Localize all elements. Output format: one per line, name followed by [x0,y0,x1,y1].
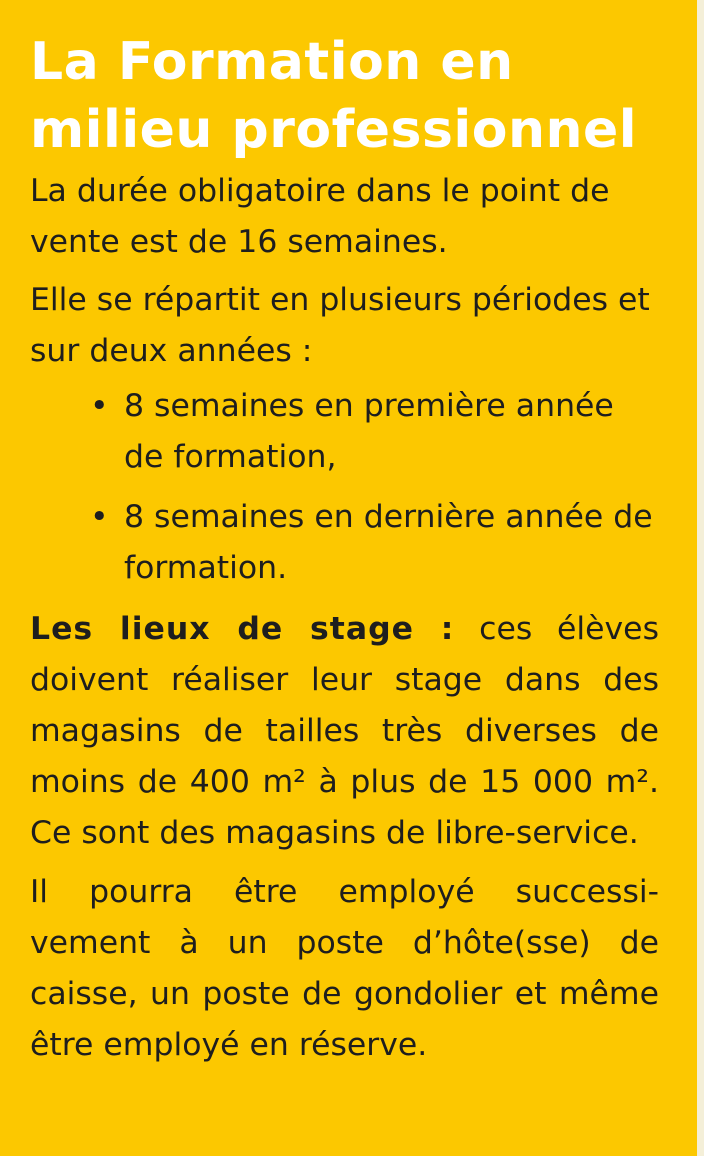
bullet-icon: • [90,388,109,424]
list-item-text: 8 semaines en dernière année de formation. [124,499,653,586]
list-item-text: 8 semaines en première année de formation, [124,388,614,475]
title-line-1: La Formation en [30,32,514,92]
internship-places-paragraph [30,604,659,859]
bullet-icon: • [90,499,109,535]
internship-places-label: Les lieux de stage : [30,611,455,647]
periods-paragraph: Elle se répartit en plusieurs périodes et sur deux années : [30,282,650,369]
list-item [90,492,659,594]
job-positions-paragraph: Il pourra être employé successi- vement à un poste d’hôte(sse) de caisse, un poste de gondolier et même être employé en réserve. [30,874,659,1063]
list-item [90,381,659,483]
panel-title [30,28,659,164]
duration-paragraph: La durée obligatoire dans le point de vente est de 16 semaines. [30,173,610,260]
title-line-2: milieu professionnel [30,100,638,160]
right-edge-stripe [697,0,704,1156]
periods-list [30,381,659,594]
internship-places-text: ces élèves doivent réaliser leur stage dans des magasins de tailles très diverses de moins de 400 m² à plus de 15 000 m². Ce sont des magasins de libre-service. [30,611,659,851]
